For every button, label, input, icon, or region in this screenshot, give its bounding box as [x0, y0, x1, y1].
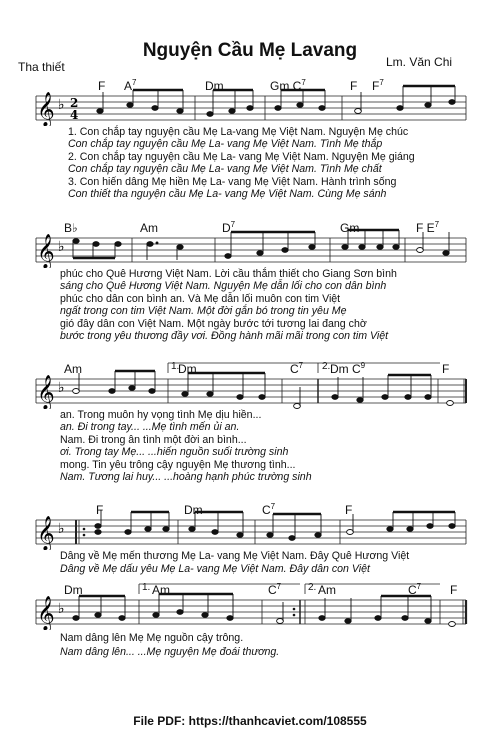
chord: Dm [184, 503, 203, 517]
chord: F [345, 503, 353, 517]
lyric-line: Con chắp tay nguyện cầu Mẹ La- vang Mẹ Việt Nam. Tình Mẹ chất [68, 163, 382, 175]
svg-text:𝄞: 𝄞 [37, 375, 55, 409]
lyric-line: ơi. Trong tay Mẹ... ...hiến nguồn suối trường sinh [60, 446, 289, 458]
lyric-line: mong. Tin yêu trông cậy nguyện Mẹ thương tình... [60, 459, 296, 471]
music-staff [0, 359, 500, 409]
music-staff [0, 500, 500, 550]
svg-text:𝄞: 𝄞 [37, 516, 55, 550]
svg-text:𝄞: 𝄞 [37, 234, 55, 268]
lyric-line: Dâng về Mẹ dấu yêu Mẹ La- vang Mẹ Việt Nam. Đây dân con Việt [60, 563, 370, 575]
lyric-line: Nam. Tương lai huy... ...hoàng hạnh phúc trường sinh [60, 471, 312, 483]
volta-1: 1. [171, 361, 180, 372]
chord: Gm $C^7$ [270, 78, 306, 93]
chord: Am [64, 362, 82, 376]
chord: Dm [178, 362, 197, 376]
volta-2: 2. [308, 582, 317, 593]
chord: F $E^7$ [416, 220, 440, 235]
composer: Lm. Văn Chi [386, 55, 453, 69]
chord: F [450, 583, 458, 597]
lyric-line: Nam dâng lên... ...Mẹ nguyện Mẹ đoái thương. [60, 646, 280, 658]
lyric-line: Dâng về Mẹ mến thương Mẹ La- vang Mẹ Việt Nam. Đây Quê Hương Việt [60, 550, 410, 562]
volta-2: 2. [322, 361, 331, 372]
chord: Am [140, 221, 158, 235]
lyric-line: an. Trong muôn hy vọng tình Mẹ dịu hiền... [60, 409, 262, 421]
lyric-line: ngất trong con tim Việt Nam. Một đời gắn bó trong tin yêu Mẹ [60, 305, 347, 317]
footer-link[interactable]: File PDF: https://thanhcaviet.com/108555 [133, 714, 367, 728]
lyric-line: 1. Con chắp tay nguyện cầu Mẹ La-vang Mẹ Việt Nam. Nguyện Mẹ chúc [68, 126, 409, 138]
chord: $D^7$ [222, 220, 236, 235]
svg-text:♭: ♭ [58, 239, 65, 255]
system-4 [0, 500, 500, 590]
volta-1: 1. [142, 582, 151, 593]
chord: F [442, 362, 450, 376]
system-1 [0, 76, 500, 226]
song-title: Nguyện Cầu Mẹ Lavang [142, 40, 358, 61]
system-3 [0, 359, 500, 509]
music-staff [0, 76, 500, 126]
chord: F [98, 79, 106, 93]
svg-text:𝄞: 𝄞 [37, 92, 55, 126]
lyric-line: an. Đi trong tay... ...Mẹ tình mến ủi an. [60, 421, 240, 433]
lyric-line: Nam dâng lên Mẹ Mẹ nguồn cậy trông. [60, 632, 244, 644]
chord: $F^7$ [372, 78, 384, 93]
lyric-line: Nam. Đi trong ân tình một đời an bình... [60, 434, 247, 446]
lyric-line: phúc cho Quê Hương Việt Nam. Lời cầu thắm thiết cho Giang Sơn bình [60, 268, 397, 280]
lyric-line: 3. Con hiến dâng Mẹ hiền Mẹ La- vang Mẹ Việt Nam. Hành trình sống [68, 176, 397, 188]
music-staff [0, 218, 500, 268]
system-2 [0, 218, 500, 368]
chord: Gm [340, 221, 360, 235]
svg-text:♭: ♭ [58, 601, 65, 617]
lyric-line: 2. Con chắp tay nguyện cầu Mẹ La- vang Mẹ Việt Nam. Nguyện Mẹ giáng [68, 151, 415, 163]
lyric-line: phúc cho dân con bình an. Và Mẹ dẫn lối muôn con tim Việt [60, 293, 341, 305]
chord: $C^7$ [268, 582, 282, 597]
chord: $C^7$ [262, 502, 276, 517]
lyric-line: bước trong yêu thương đầy vơi. Đồng hành mãi mãi trong con tim Việt [60, 330, 389, 342]
lyric-line: Con thiết tha nguyện cầu Mẹ La- vang Mẹ Việt Nam. Cùng Mẹ sánh [68, 188, 387, 200]
lyric-line: Con chắp tay nguyện cầu Mẹ La- vang Mẹ Việt Nam. Tình Mẹ thắp [68, 138, 383, 150]
lyric-line: sáng cho Quê Hương Việt Nam. Nguyện Mẹ dẫn lối cho con dân bình [60, 280, 387, 292]
chord: Dm [64, 583, 83, 597]
svg-text:♭: ♭ [58, 97, 65, 113]
tempo-marking: Tha thiết [18, 60, 65, 74]
chord: $C^7$ [408, 582, 422, 597]
svg-text:♭: ♭ [58, 521, 65, 537]
svg-text:2: 2 [70, 96, 79, 110]
music-staff [0, 580, 500, 630]
svg-text:𝄞: 𝄞 [37, 596, 55, 630]
chord: $C^7$ [290, 361, 304, 376]
svg-text:4: 4 [70, 108, 79, 122]
chord: $A^7$ [124, 78, 137, 93]
chord: F [96, 503, 104, 517]
chord: F [350, 79, 358, 93]
chord: Am [318, 583, 336, 597]
system-5 [0, 580, 500, 680]
lyric-line: gió đây dân con Việt Nam. Một ngày bước tới tương lai đang chờ [60, 318, 367, 330]
svg-text:♭: ♭ [58, 380, 65, 396]
chord: Dm [205, 79, 224, 93]
chord: Am [152, 583, 170, 597]
chord: Dm $C^9$ [330, 361, 366, 376]
chord: B♭ [64, 221, 78, 235]
